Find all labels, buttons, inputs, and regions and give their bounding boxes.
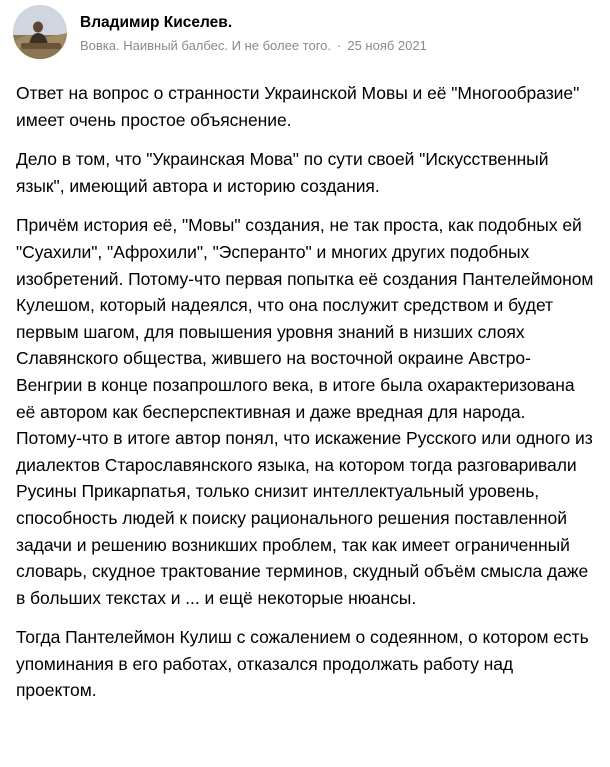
post-meta (80, 38, 427, 53)
article-paragraph: Тогда Пантелеймон Кулиш с сожалением о содеянном, о котором есть упоминания в его работах, отказался продолжать работу над проектом. (16, 627, 589, 701)
meta-separator: · (337, 38, 342, 53)
article-paragraph: Дело в том, что "Украинская Мова" по сути своей "Искусственный язык", имеющий автора и историю создания. (16, 149, 549, 196)
author-name[interactable]: Владимир Киселев. (80, 14, 233, 31)
article-paragraph: Причём история её, "Мовы" создания, не так проста, как подобных ей "Суахили", "Афрохили", "Эсперанто" и многих других подобных изобретений. Потому-что первая попытка её создания Пантелеймоном Кулешом, который надеялся, что она послужит средством и будет первым шагом, для повышения уровня знаний в низших слоях Славянского общества, жившего на восточной окраине Австро-Венгрии в конце позапрошлого века, в итоге была охарактеризована её автором как бесперспективная и даже вредная для народа. Потому-что в итоге автор понял, что искажение Русского или одного из диалектов Старославянского языка, на котором тогда разговаривали Русины Прикарпатья, только снизит интеллектуальный уровень, способность людей к поиску рационального решения поставленной задачи и решению возникших проблем, так как имеет ограниченный словарь, скудное трактование терминов, скудный объём смысла даже в больших текстах и ... и ещё некоторые нюансы. (16, 215, 594, 608)
post-date: 25 нояб 2021 (347, 38, 427, 53)
author-tagline: Вовка. Наивный балбес. И не более того. (80, 38, 331, 53)
author-avatar[interactable] (13, 5, 67, 59)
avatar-photo-icon (13, 5, 67, 59)
article-paragraph: Ответ на вопрос о странности Украинской Мовы и её "Многообразие" имеет очень простое объяснение. (16, 83, 580, 130)
post-header (13, 5, 603, 59)
article-body (16, 80, 596, 704)
